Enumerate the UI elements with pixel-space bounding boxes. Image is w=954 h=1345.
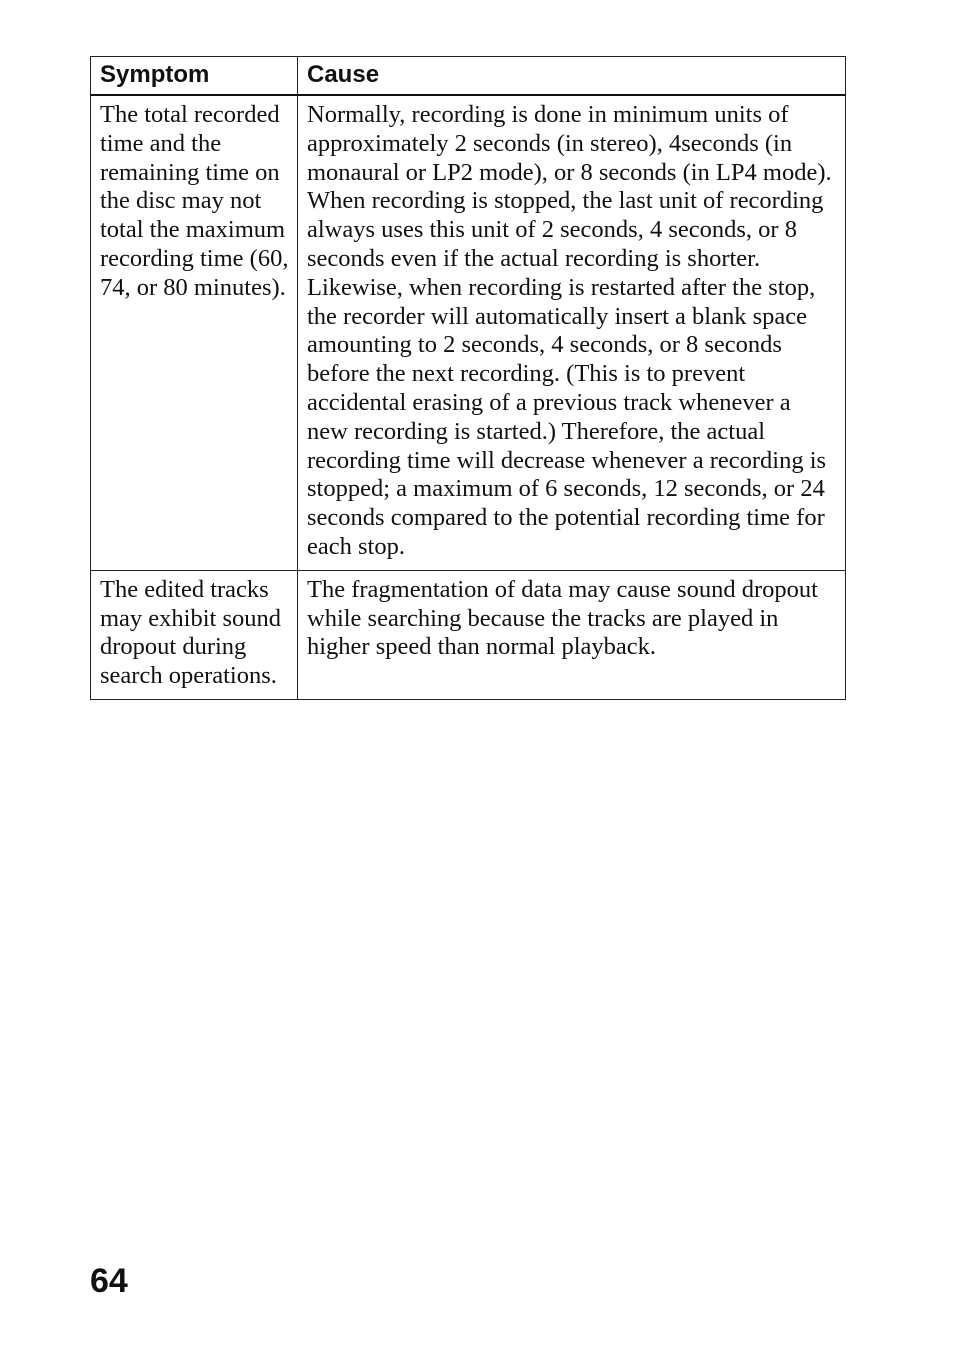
- symptom-column-header: Symptom: [91, 57, 298, 96]
- table-row: [91, 570, 846, 699]
- table-header-row: [91, 57, 846, 96]
- cause-cell: The fragmentation of data may cause sound dropout while searching because the tracks are played in higher speed than normal playback.: [298, 570, 846, 699]
- symptom-cell: The total recorded time and the remaining time on the disc may not total the maximum recording time (60, 74, or 80 minutes).: [91, 95, 298, 570]
- table-row: [91, 95, 846, 570]
- cause-cell: Normally, recording is done in minimum units of approximately 2 seconds (in stereo), 4seconds (in monaural or LP2 mode), or 8 seconds (in LP4 mode). When recording is stopped, the last unit of recording always uses this unit of 2 seconds, 4 seconds, or 8 seconds even if the actual recording is shorter. Likewise, when recording is restarted after the stop, the recorder will automatically insert a blank space amounting to 2 seconds, 4 seconds, or 8 seconds before the next recording. (This is to prevent accidental erasing of a previous track whenever a new recording is started.) Therefore, the actual recording time will decrease whenever a recording is stopped; a maximum of 6 seconds, 12 seconds, or 24 seconds compared to the potential recording time for each stop.: [298, 95, 846, 570]
- symptom-cell: The edited tracks may exhibit sound dropout during search operations.: [91, 570, 298, 699]
- cause-column-header: Cause: [298, 57, 846, 96]
- page-number: 64: [90, 1262, 128, 1300]
- troubleshooting-table: [90, 56, 846, 700]
